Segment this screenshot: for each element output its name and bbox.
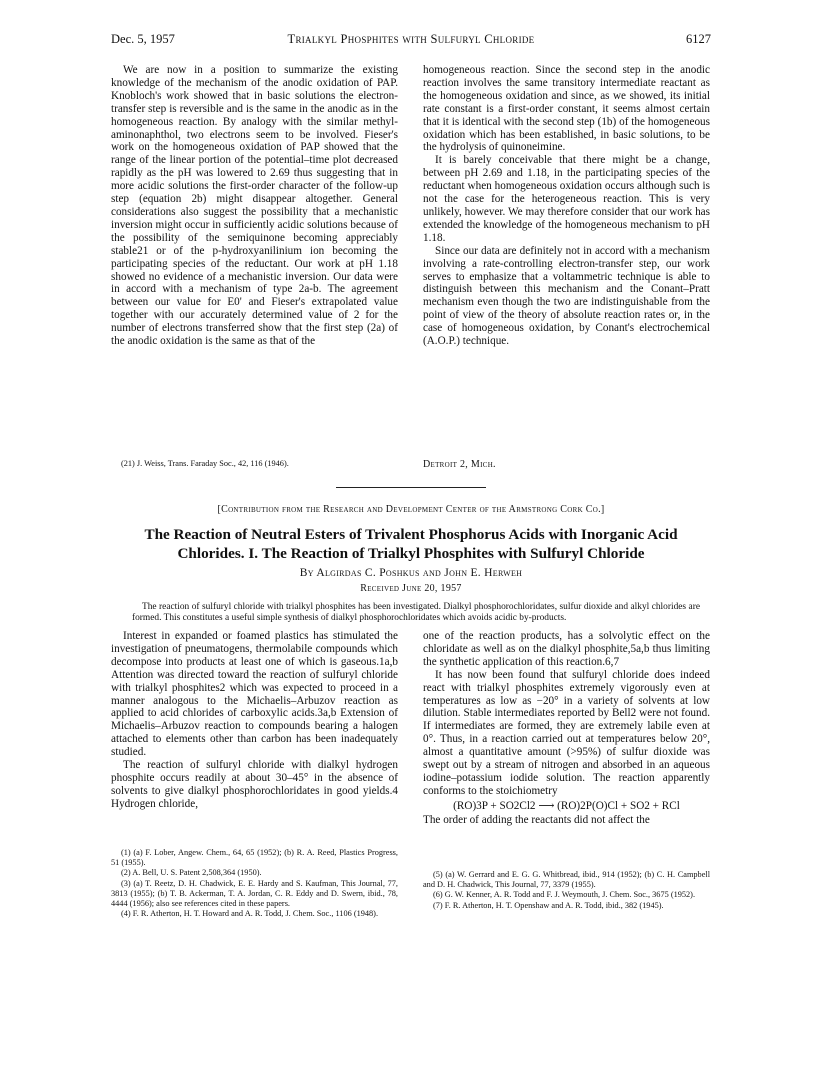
body-paragraph: Interest in expanded or foamed plastics has stimulated the investigation of pneumatogens, thermolabile compounds which decompose into products at least one of which is gaseous.1a,b Attention was directed toward the reaction of sulfuryl chloride with trialkyl phosphites2 which was expected to proceed in a manner analogous to the Michaelis–Arbuzov reaction as applied to acid chlorides of carboxylic acids.3a,b Extension of Michaelis–Arbuzov reaction to compounds bearing a halogen attached to elements other than carbon has been inadequately studied. [111, 630, 398, 759]
footnote: (21) J. Weiss, Trans. Faraday Soc., 42, 116 (1946). [121, 459, 289, 468]
received-date: Received June 20, 1957 [360, 583, 462, 594]
footnotes-right [423, 870, 710, 911]
prev-article-paragraph: Since our data are definitely not in accord with a mechanism involving a rate-controlling electron-transfer step, our work serves to emphasize that a voltammetric technique is able to distinguish between this mechanism and the Conant–Pratt mechanism even though the two are indistinguishable from the point of view of the theory of absolute reaction rates or, in the case of homogeneous oxidation, by Conant's electrochemical (A.O.P.) technique. [423, 244, 710, 348]
running-title: Trialkyl Phosphites with Sulfuryl Chloride [287, 32, 535, 46]
footnote: (2) A. Bell, U. S. Patent 2,508,364 (1950). [121, 868, 262, 878]
footnote: (1) (a) F. Lober, Angew. Chem., 64, 65 (1952); (b) R. A. Reed, Plastics Progress, 51 (1955). [111, 848, 398, 868]
footnotes-left [111, 848, 398, 919]
header-date: Dec. 5, 1957 [111, 32, 175, 46]
article-title: The Reaction of Neutral Esters of Trivalent Phosphorus Acids with Inorganic Acid Chlorides. I. The Reaction of Trialkyl Phosphites with Sulfuryl Chloride [144, 526, 678, 562]
article-right-column [423, 630, 710, 827]
abstract-text: The reaction of sulfuryl chloride with trialkyl phosphites has been investigated. Dialkyl phosphorochloridates, sulfur dioxide and alkyl chlorides are formed. This constitutes a useful simple synthesis of dialkyl phosphorochloridates which avoids acidic by-products. [132, 602, 700, 623]
footnote: (6) G. W. Kenner, A. R. Todd and F. J. Weymouth, J. Chem. Soc., 3675 (1952). [433, 890, 696, 900]
footnote: (4) F. R. Atherton, H. T. Howard and A. R. Todd, J. Chem. Soc., 1106 (1948). [121, 909, 379, 919]
abstract [132, 602, 700, 624]
article-divider [336, 487, 486, 488]
article-left-column [111, 630, 398, 811]
prev-article-paragraph: homogeneous reaction. Since the second step in the anodic reaction involves the same transitory intermediate reactant as the homogeneous oxidation and since, as we showed, its initial rate constant is a first-order constant, it seems almost certain that it is identical with the second step (1b) of the homogeneous oxidation which has been established, in basic solutions, to be the hydrolysis of quinoneimine. [423, 64, 710, 154]
body-paragraph: one of the reaction products, has a solvolytic effect on the chloridate as well as on the dialkyl phosphite,5a,b thus limiting the synthetic application of this reaction.6,7 [423, 630, 710, 668]
prev-article-left-column [111, 64, 398, 348]
byline: By Algirdas C. Poshkus and John E. Herweh [299, 567, 523, 579]
reaction-equation: (RO)3P + SO2Cl2 ⟶ (RO)2P(O)Cl + SO2 + RCl [453, 799, 680, 812]
footnote: (5) (a) W. Gerrard and E. G. G. Whitbread, ibid., 914 (1952); (b) C. H. Campbell and D. H. Chadwick, This Journal, 77, 3379 (1955). [423, 870, 710, 890]
footnote: (7) F. R. Atherton, H. T. Openshaw and A. R. Todd, ibid., 382 (1945). [433, 900, 664, 910]
prev-article-footnotes [111, 459, 398, 469]
page-number: 6127 [686, 32, 711, 46]
prev-article-right-column [423, 64, 710, 348]
prev-article-paragraph: We are now in a position to summarize the existing knowledge of the mechanism of the anodic oxidation of PAP. Knobloch's work showed that in basic solutions the electron-transfer step is reversible and is the same in the anodic as in the homogeneous reaction. By analogy with the similar methyl-aminonaphthol, two electrons seem to be involved. Fieser's work on the homogeneous oxidation of PAP showed that the range of the linear portion of the potential–time plot decreased rapidly as the pH was lowered to 2.69 thus suggesting that in more acidic solutions the first-order character of the follow-up step (equation 2b) might disappear altogether. General considerations also suggest the possibility that a mechanistic inversion might occur in sufficiently acidic solutions because of the possibility of the semiquinone becoming appreciably stable21 or of the p-hydroxyanilinium ion becoming the participating species of the reductant. Our work at pH 1.18 showed no evidence of a mechanistic inversion. Our data were in accord with a mechanism of type 2a-b. The agreement between our value for E0' and Fieser's extrapolated value together with our accurately determined value of 2 for the number of electrons transferred show that the first step (2a) of the anodic oxidation is the same as that of the [111, 64, 398, 348]
body-paragraph: The reaction of sulfuryl chloride with dialkyl hydrogen phosphite occurs readily at about 30–45° in the absence of solvents to give dialkyl phosphorochloridates in good yields.4 Hydrogen chloride, [111, 759, 398, 810]
page-header [111, 32, 711, 50]
prev-article-paragraph: It is barely conceivable that there might be a change, between pH 2.69 and 1.18, in the participating species of the reductant when homogeneous oxidation occurs although such is not the case for the heterogeneous reaction. This is very unlikely, however. We may therefore consider that our work has extended the knowledge of the homogeneous mechanism to pH 1.18. [423, 154, 710, 244]
location-signature: Detroit 2, Mich. [423, 459, 496, 470]
contribution-line: [Contribution from the Research and Development Center of the Armstrong Cork Co.] [217, 504, 605, 515]
footnote: (3) (a) T. Reetz, D. H. Chadwick, E. E. Hardy and S. Kaufman, This Journal, 77, 3813 (1955); (b) T. B. Ackerman, T. A. Jordan, C. R. Eddy and D. Swern, ibid., 78, 4444 (1956); also see references cited in these papers. [111, 878, 398, 909]
body-paragraph: It has now been found that sulfuryl chloride does indeed react with trialkyl phosphites extremely vigorously even at temperatures as low as −20° in a variety of solvents at low dilution. Stable intermediates reported by Bell2 were not found. If intermediates are formed, they are extremely labile even at 0°. Thus, in a reaction carried out at temperatures below 20°, almost a quantitative amount (>95%) of sulfur dioxide was swept out by a stream of nitrogen and absorbed in an aqueous iodine–potassium iodide solution. The reaction apparently conforms to the stoichiometry [423, 668, 710, 797]
body-paragraph: The order of adding the reactants did not affect the [423, 813, 650, 826]
